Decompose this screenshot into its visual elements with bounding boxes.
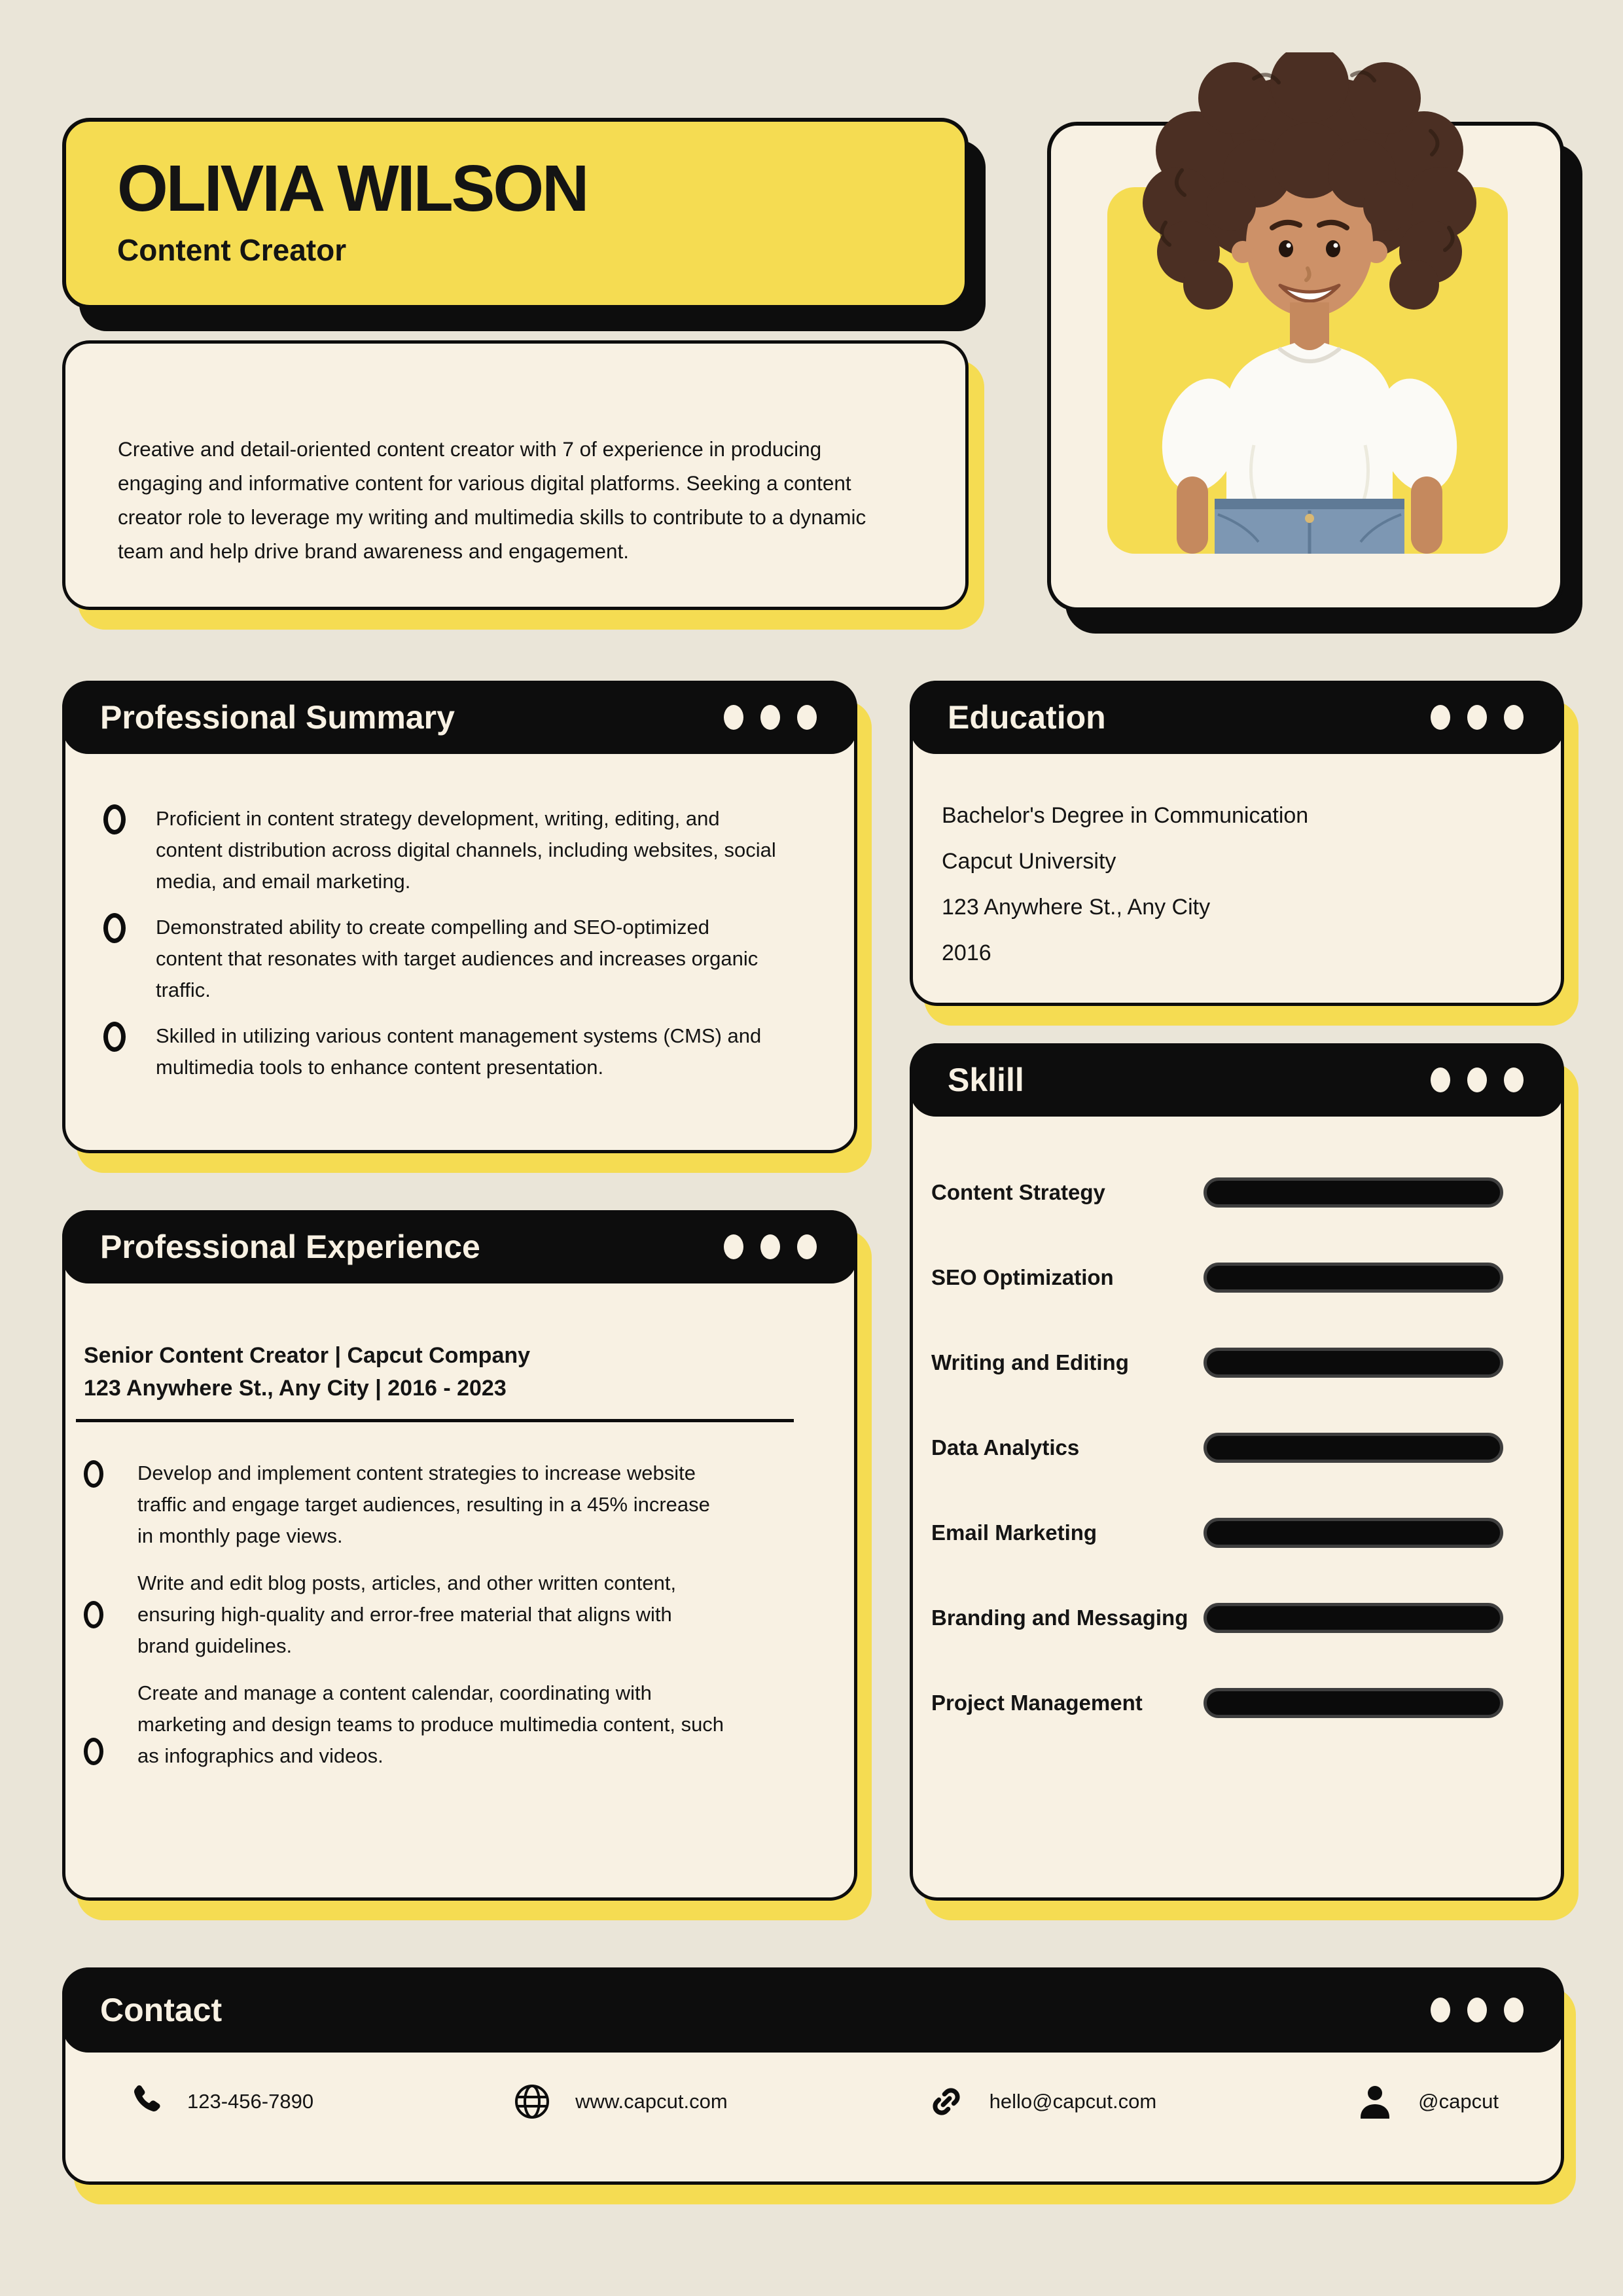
window-dots bbox=[1431, 705, 1524, 730]
window-dot bbox=[760, 705, 780, 730]
bullet-circle-icon bbox=[84, 1601, 103, 1628]
bullet-circle-icon bbox=[103, 1022, 126, 1052]
skill-row bbox=[931, 1660, 1503, 1746]
experience-bullets bbox=[84, 1458, 815, 1772]
skill-bar bbox=[1204, 1603, 1503, 1633]
summary-body bbox=[65, 751, 854, 1083]
skill-label: Branding and Messaging bbox=[931, 1605, 1188, 1630]
window-dot bbox=[797, 705, 817, 730]
contact-website bbox=[511, 2081, 728, 2123]
contact-phone bbox=[123, 2081, 313, 2123]
divider bbox=[76, 1419, 794, 1422]
skill-row bbox=[931, 1405, 1503, 1490]
window-dot bbox=[1467, 1998, 1487, 2022]
skill-row bbox=[931, 1235, 1503, 1320]
experience-bullet bbox=[84, 1458, 815, 1552]
window-dots bbox=[724, 705, 817, 730]
experience-bullet-text: Create and manage a content calendar, coordinating with marketing and design teams to produce multimedia content, such as infographics and videos. bbox=[137, 1681, 724, 1767]
professional-experience-card bbox=[62, 1210, 857, 1901]
experience-bullet bbox=[84, 1677, 815, 1772]
window-dot bbox=[724, 1234, 743, 1259]
professional-experience-header bbox=[62, 1210, 857, 1283]
professional-experience-title: Professional Experience bbox=[100, 1229, 480, 1265]
summary-bullet bbox=[103, 803, 808, 897]
skill-bar bbox=[1204, 1518, 1503, 1548]
skill-label: Data Analytics bbox=[931, 1435, 1080, 1460]
education-body bbox=[913, 751, 1561, 976]
contact-website-text: www.capcut.com bbox=[575, 2090, 728, 2113]
bullet-circle-icon bbox=[103, 913, 126, 943]
contact-social bbox=[1354, 2081, 1499, 2123]
education-card bbox=[910, 681, 1564, 1006]
skill-label: SEO Optimization bbox=[931, 1265, 1114, 1289]
bullet-circle-icon bbox=[84, 1460, 103, 1488]
contact-email-text: hello@capcut.com bbox=[989, 2090, 1157, 2113]
window-dot bbox=[1504, 1067, 1524, 1092]
contact-social-text: @capcut bbox=[1418, 2090, 1499, 2113]
window-dot bbox=[1504, 1998, 1524, 2022]
contact-items bbox=[65, 2049, 1561, 2123]
skill-label: Project Management bbox=[931, 1691, 1143, 1715]
professional-summary-header bbox=[62, 681, 857, 754]
education-school: Capcut University bbox=[942, 849, 1116, 874]
contact-card bbox=[62, 1967, 1564, 2185]
window-dot bbox=[1467, 1067, 1487, 1092]
skill-row bbox=[931, 1320, 1503, 1405]
experience-meta: 123 Anywhere St., Any City | 2016 - 2023 bbox=[84, 1376, 507, 1401]
education-title: Education bbox=[948, 699, 1106, 736]
experience-role: Senior Content Creator | Capcut Company bbox=[84, 1343, 531, 1368]
contact-phone-text: 123-456-7890 bbox=[187, 2090, 314, 2113]
window-dot bbox=[1431, 1998, 1450, 2022]
portrait-photo bbox=[1103, 52, 1516, 554]
window-dots bbox=[724, 1234, 817, 1259]
education-year: 2016 bbox=[942, 941, 991, 965]
bullet-circle-icon bbox=[84, 1738, 103, 1765]
experience-bullet-text: Develop and implement content strategies to increase website traffic and engage target audiences, resulting in a 45% increase in monthly page views. bbox=[137, 1462, 710, 1547]
summary-bullet bbox=[103, 1020, 808, 1083]
professional-summary-title: Professional Summary bbox=[100, 699, 455, 736]
skill-label: Content Strategy bbox=[931, 1180, 1105, 1204]
window-dot bbox=[1467, 705, 1487, 730]
skill-row bbox=[931, 1490, 1503, 1575]
skill-bar bbox=[1204, 1433, 1503, 1463]
window-dot bbox=[797, 1234, 817, 1259]
skill-row bbox=[931, 1150, 1503, 1235]
contact-title: Contact bbox=[100, 1992, 223, 2028]
person-role: Content Creator bbox=[117, 233, 347, 267]
intro-text: Creative and detail-oriented content creator with 7 of experience in producing engaging and informative content for various digital platforms. Seeking a content creator role to leverage my writing and multimedia skills to contribute to a dynamic team and help drive brand awareness and engagement. bbox=[118, 437, 866, 563]
intro-card bbox=[62, 340, 969, 610]
phone-icon bbox=[123, 2081, 165, 2123]
experience-bullet bbox=[84, 1568, 815, 1662]
summary-bullet bbox=[103, 912, 808, 1006]
skill-label: Email Marketing bbox=[931, 1520, 1097, 1545]
education-header bbox=[910, 681, 1564, 754]
window-dots bbox=[1431, 1998, 1524, 2022]
professional-summary-card bbox=[62, 681, 857, 1153]
globe-icon bbox=[511, 2081, 553, 2123]
experience-bullet-text: Write and edit blog posts, articles, and other written content, ensuring high-quality and error-free material that aligns with brand guidelines. bbox=[137, 1571, 677, 1657]
experience-body bbox=[65, 1280, 854, 1772]
photo-card bbox=[1047, 122, 1564, 611]
name-card bbox=[62, 118, 969, 309]
skills-body bbox=[913, 1113, 1561, 1746]
summary-bullet-text: Skilled in utilizing various content management systems (CMS) and multimedia tools to enhance content presentation. bbox=[156, 1024, 762, 1079]
summary-bullet-text: Proficient in content strategy development, writing, editing, and content distribution across digital channels, including websites, social media, and email marketing. bbox=[156, 807, 776, 893]
contact-header bbox=[62, 1967, 1564, 2053]
summary-bullet-text: Demonstrated ability to create compelling and SEO-optimized content that resonates with target audiences and increases organic traffic. bbox=[156, 916, 758, 1001]
window-dot bbox=[1431, 1067, 1450, 1092]
skill-bar bbox=[1204, 1348, 1503, 1378]
link-icon bbox=[925, 2081, 967, 2123]
skills-header bbox=[910, 1043, 1564, 1117]
window-dot bbox=[1504, 705, 1524, 730]
skill-label: Writing and Editing bbox=[931, 1350, 1129, 1374]
bullet-circle-icon bbox=[103, 804, 126, 834]
window-dot bbox=[1431, 705, 1450, 730]
skill-bar bbox=[1204, 1263, 1503, 1293]
skill-row bbox=[931, 1575, 1503, 1660]
user-icon bbox=[1354, 2081, 1396, 2123]
skills-title: Sklill bbox=[948, 1062, 1024, 1098]
skill-bar bbox=[1204, 1688, 1503, 1718]
skills-card bbox=[910, 1043, 1564, 1901]
skill-bar bbox=[1204, 1177, 1503, 1208]
window-dot bbox=[724, 705, 743, 730]
window-dot bbox=[760, 1234, 780, 1259]
education-degree: Bachelor's Degree in Communication bbox=[942, 803, 1309, 828]
contact-email bbox=[925, 2081, 1156, 2123]
window-dots bbox=[1431, 1067, 1524, 1092]
person-name: OLIVIA WILSON bbox=[117, 152, 588, 225]
education-address: 123 Anywhere St., Any City bbox=[942, 895, 1211, 920]
